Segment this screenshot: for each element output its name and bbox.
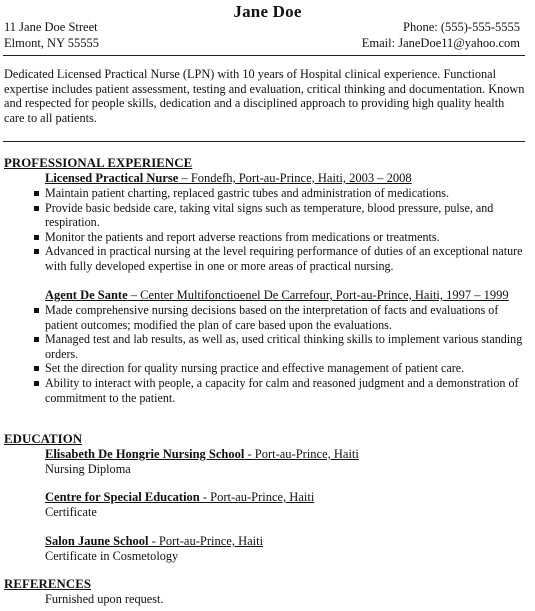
address-line-2: Elmont, NY 55555	[4, 36, 100, 50]
bullet-icon	[34, 381, 39, 386]
bullet-icon	[34, 191, 39, 196]
bullet-text: Maintain patient charting, replaced gastric tubes and administration of medications.	[45, 186, 450, 200]
job-role: Agent De Sante	[45, 288, 128, 302]
bullet-icon	[34, 366, 39, 371]
bullet-icon	[34, 249, 39, 254]
email: Email: JaneDoe11@yahoo.com	[361, 36, 520, 50]
job-details: – Fondefh, Port-au-Prince, Haiti, 2003 – 2008	[178, 171, 412, 185]
bullet-text: Made comprehensive nursing decisions based on the interpretation of facts and evaluations of patient outcomes; modified the plan of care based upon the evaluations.	[45, 303, 499, 332]
bullet-text: Monitor the patients and report adverse reactions from medications or treatments.	[45, 229, 440, 244]
list-item	[33, 376, 523, 405]
list-item	[33, 244, 523, 273]
list-item	[33, 201, 523, 230]
bullet-text: Provide basic bedside care, taking vital signs such as temperature, blood pressure, pulse, and respiration.	[45, 200, 494, 230]
bullet-icon	[34, 337, 39, 342]
job-role: Licensed Practical Nurse	[45, 171, 179, 185]
job-title-2	[45, 288, 509, 303]
school-2-credential: Certificate	[45, 505, 97, 519]
school-name: Salon Jaune School	[45, 534, 149, 548]
candidate-name: Jane Doe	[233, 2, 302, 21]
list-item	[33, 361, 523, 376]
summary-divider	[3, 141, 525, 142]
contact-row-2	[4, 36, 520, 51]
school-1-credential: Nursing Diploma	[45, 462, 131, 476]
school-name: Centre for Special Education	[45, 490, 200, 504]
school-location: - Port-au-Prince, Haiti	[199, 490, 315, 504]
job-1-bullets	[33, 186, 523, 274]
bullet-icon	[34, 235, 39, 240]
list-item	[33, 332, 523, 361]
bullet-text: Ability to interact with people, a capacity for calm and reasoned judgment and a demonstration of commitment to the patient.	[45, 375, 519, 405]
job-details: – Center Multifonctioenel De Carrefour, Port-au-Prince, Haiti, 1997 – 1999	[127, 288, 509, 302]
school-3	[45, 534, 263, 549]
job-2-bullets	[33, 303, 523, 405]
bullet-text: Set the direction for quality nursing practice and effective management of patient care.	[45, 361, 465, 376]
summary-paragraph: Dedicated Licensed Practical Nurse (LPN) with 10 years of Hospital clinical experience. Functional expertise includes patient assessment, testing and evaluation, critical thinking and documentation. Known and respected for people skills, dedication and a disciplined approach to providing high quality health care to all patients.	[4, 67, 525, 125]
school-2	[45, 490, 314, 505]
header-divider	[3, 55, 525, 56]
bullet-icon	[34, 206, 39, 211]
education-heading: EDUCATION	[4, 432, 83, 446]
bullet-icon	[34, 308, 39, 313]
school-location: - Port-au-Prince, Haiti	[244, 447, 359, 461]
list-item	[33, 303, 523, 332]
phone: Phone: (555)-555-5555	[403, 20, 520, 34]
school-location: - Port-au-Prince, Haiti	[148, 534, 264, 548]
list-item	[33, 186, 523, 201]
bullet-text: Advanced in practical nursing at the level requiring performance of duties of an exceptional nature with fully developed expertise in one or more areas of practical nursing.	[45, 244, 523, 273]
list-item	[33, 230, 523, 245]
job-title-1	[45, 171, 412, 186]
address-line-1: 11 Jane Doe Street	[4, 20, 98, 34]
school-name: Elisabeth De Hongrie Nursing School	[45, 447, 245, 461]
bullet-text: Managed test and lab results, as well as, used critical thinking skills to implement various standing orders.	[45, 332, 523, 361]
references-heading: REFERENCES	[4, 577, 92, 591]
contact-row-1	[4, 20, 520, 35]
references-text: Furnished upon request.	[45, 592, 164, 606]
experience-heading: PROFESSIONAL EXPERIENCE	[4, 156, 193, 170]
school-3-credential: Certificate in Cosmetology	[45, 549, 179, 563]
school-1	[45, 447, 359, 462]
